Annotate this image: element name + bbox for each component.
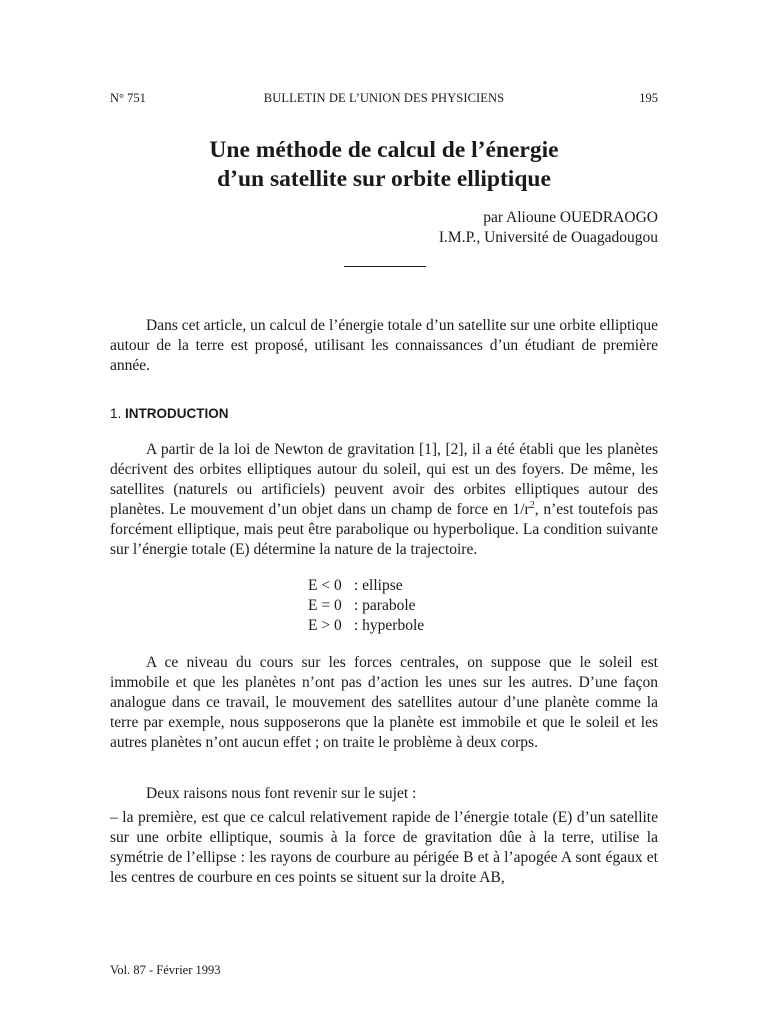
condition-row: [308, 616, 424, 636]
journal-name: BULLETIN DE L’UNION DES PHYSICIENS: [263, 91, 505, 105]
paragraph-1: [110, 440, 658, 560]
author-block: [439, 208, 658, 248]
paragraph-2: [110, 653, 658, 753]
paragraph-1-part-a: A partir de la loi de Newton de gravitation [1], [2], il a été établi que les planètes décrivent des orbites elliptiques autour du soleil, qui est un des foyers. De même, les satellites (naturels ou artificiels) peuvent avoir des orbites elliptiques autour des planètes. Le mouvement d’un objet dans un champ de force en 1/r: [110, 441, 658, 518]
condition-result: : parabole: [354, 597, 416, 614]
title-line-1: Une méthode de calcul de l’énergie: [209, 137, 559, 163]
author-affiliation: I.M.P., Université de Ouagadougou: [438, 229, 658, 246]
running-header: [110, 91, 658, 111]
paragraph-1-part-b: , n’est toutefois pas forcément elliptique, mais peut être parabolique ou hyperbolique. La condition suivante sur l’énergie totale (E) détermine la nature de la trajectoire.: [110, 501, 658, 558]
page-number: 195: [639, 91, 658, 105]
section-number: 1.: [110, 406, 122, 421]
abstract-text: Dans cet article, un calcul de l’énergie totale d’un satellite sur une orbite elliptique autour de la terre est proposé, utilisant les connaissances d’un étudiant de première année.: [110, 317, 658, 374]
condition-row: [308, 576, 424, 596]
condition-expression: E = 0: [308, 597, 342, 614]
page-footer: Vol. 87 - Février 1993: [110, 963, 221, 977]
paragraph-3-text: Deux raisons nous font revenir sur le sujet :: [146, 785, 417, 802]
condition-result: : ellipse: [354, 577, 403, 594]
condition-expression: E < 0: [308, 577, 342, 594]
paragraph-3: [110, 784, 658, 804]
title-separator: [344, 266, 426, 267]
condition-expression: E > 0: [308, 617, 342, 634]
section-heading: [110, 406, 229, 421]
section-title: INTRODUCTION: [125, 406, 229, 421]
condition-row: [308, 596, 424, 616]
article-title: [110, 136, 658, 194]
exponent: 2: [529, 500, 535, 511]
paragraph-4-text: – la première, est que ce calcul relativement rapide de l’énergie totale (E) d’un satellite sur une orbite elliptique, soumis à la force de gravitation dûe à la terre, utilise la symétrie de l’ellipse : les rayons de courbure au périgée B et à l’apogée A sont égaux et les centres de courbure en ces points se situent sur la droite AB,: [110, 809, 658, 886]
condition-result: : hyperbole: [354, 617, 425, 634]
issue-number: N° 751: [110, 91, 146, 105]
paragraph-1-text: [110, 440, 658, 560]
paragraph-2-text: A ce niveau du cours sur les forces centrales, on suppose que le soleil est immobile et que les planètes n’ont pas d’action les unes sur les autres. D’une façon analogue dans ce travail, le mouvement des satellites autour d’une planète comme la terre par exemple, nous supposerons que la planète est immobile et que le soleil et les autres planètes n’ont aucun effet ; on traite le problème à deux corps.: [110, 654, 658, 751]
author-name: par Alioune OUEDRAOGO: [483, 209, 658, 226]
paragraph-4: [110, 808, 658, 888]
title-line-2: d’un satellite sur orbite elliptique: [217, 166, 551, 192]
energy-conditions: [308, 576, 424, 636]
abstract: [110, 316, 658, 376]
